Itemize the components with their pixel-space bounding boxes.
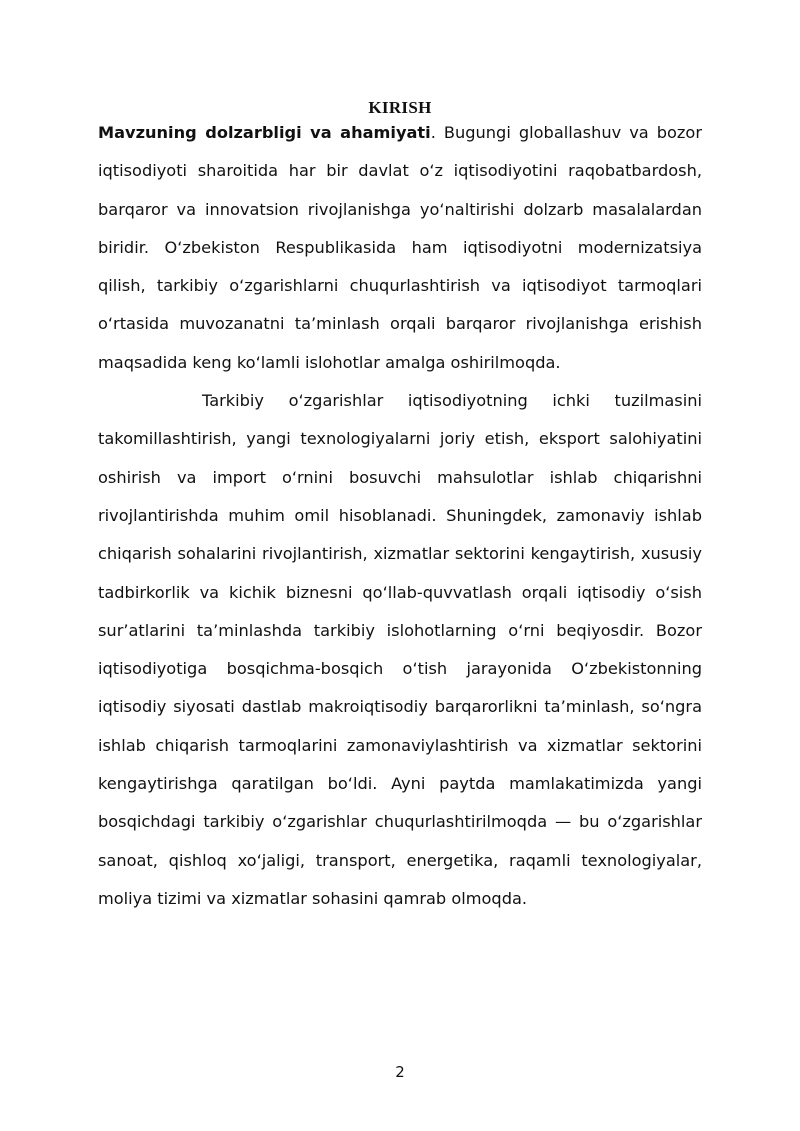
paragraph-text: . Bugungi globallashuv va bozor iqtisodiyoti sharoitida har bir davlat o‘z iqtisodiyotini raqobatbardosh, barqaror va innovatsion rivojlanishga yo‘naltirishi dolzarb masalalardan biridir. O‘zbekiston Respublikasida ham iqtisodiyotni modernizatsiya qilish, tarkibiy o‘zgarishlarni chuqurlashtirish va iqtisodiyot tarmoqlari o‘rtasida muvozanatni ta’minlash orqali barqaror rivojlanishga erishish maqsadida keng ko‘lamli islohotlar amalga oshirilmoqda.	[98, 123, 702, 372]
page-number: 2	[395, 1063, 405, 1081]
body-text	[98, 114, 702, 918]
paragraph-structural-changes: Tarkibiy o‘zgarishlar iqtisodiyotning ichki tuzilmasini takomillashtirish, yangi texnologiyalarni joriy etish, eksport salohiyatini oshirish va import o‘rnini bosuvchi mahsulotlar ishlab chiqarishni rivojlantirishda muhim omil hisoblanadi. Shuningdek, zamonaviy ishlab chiqarish sohalarini rivojlantirish, xizmatlar sektorini kengaytirish, xususiy tadbirkorlik va kichik biznesni qo‘llab-quvvatlash orqali iqtisodiy o‘sish sur’atlarini ta’minlashda tarkibiy islohotlarning o‘rni beqiyosdir. Bozor iqtisodiyotiga bosqichma-bosqich o‘tish jarayonida O‘zbekistonning iqtisodiy siyosati dastlab makroiqtisodiy barqarorlikni ta’minlash, so‘ngra ishlab chiqarish tarmoqlarini zamonaviylashtirish va xizmatlar sektorini kengaytirishga qaratilgan bo‘ldi. Ayni paytda mamlakatimizda yangi bosqichdagi tarkibiy o‘zgarishlar chuqurlashtirilmoqda — bu o‘zgarishlar sanoat, qishloq xo‘jaligi, transport, energetika, raqamli texnologiyalar, moliya tizimi va xizmatlar sohasini qamrab olmoqda.	[98, 391, 702, 908]
section-title: KIRISH	[368, 98, 432, 117]
paragraph-lead: Mavzuning dolzarbligi va ahamiyati	[98, 123, 431, 142]
paragraph-relevance	[98, 114, 702, 382]
